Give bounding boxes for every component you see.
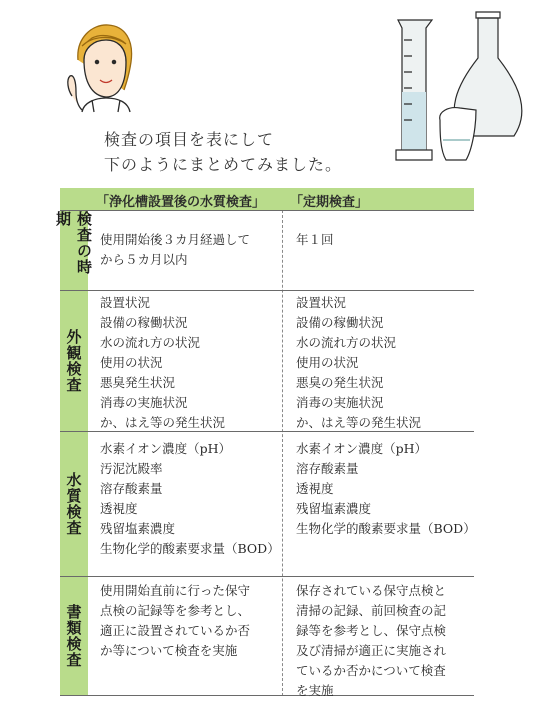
- cell-line: 透視度: [296, 481, 334, 496]
- cell-line: 透視度: [100, 501, 138, 516]
- cell-line: 溶存酸素量: [296, 461, 359, 476]
- cell-line: 汚泥沈殿率: [100, 461, 163, 476]
- cell-line: 適正に設置されているか否: [100, 623, 251, 638]
- cell-line: か、はえ等の発生状況: [100, 415, 226, 430]
- cell-line: 録等を参考とし、保守点検: [296, 623, 447, 638]
- inspection-table: [54, 188, 476, 698]
- intro-line: 下のようにまとめてみました。: [104, 155, 343, 174]
- cell-line: から５カ月以内: [100, 252, 188, 267]
- row-label-text: 外観検査: [64, 329, 83, 393]
- cell-line: 生物化学的酸素要求量（BOD）: [100, 541, 280, 556]
- cell-line: 及び清掃が適正に実施され: [296, 643, 447, 658]
- cell-timing-periodic: [296, 230, 334, 250]
- cell-line: 水の流れ方の状況: [296, 335, 397, 350]
- cell-documents-periodic: [296, 581, 446, 701]
- cell-timing-water-quality: [100, 230, 250, 270]
- cell-line: 使用開始後３カ月経過して: [100, 232, 251, 247]
- column-divider: [282, 210, 283, 696]
- col-header-water-quality: 「浄化槽設置後の水質検査」: [96, 195, 266, 210]
- cell-line: 溶存酸素量: [100, 481, 163, 496]
- cell-line: 使用の状況: [296, 355, 359, 370]
- woman-illustration: [68, 25, 132, 112]
- col-header-periodic: 「定期検査」: [290, 195, 369, 210]
- cell-documents-water-quality: [100, 581, 250, 661]
- cell-water-quality-periodic: [296, 439, 476, 539]
- cell-line: ているか否かについて検査: [296, 663, 446, 678]
- cell-line: 使用開始直前に行った保守: [100, 583, 251, 598]
- row-label-appearance: [60, 291, 88, 431]
- cell-line: 水素イオン濃度（pH）: [296, 441, 428, 456]
- cell-appearance-water-quality: [100, 293, 225, 433]
- cell-line: 悪臭発生状況: [100, 375, 176, 390]
- cell-line: 水素イオン濃度（pH）: [100, 441, 232, 456]
- row-divider: [60, 290, 474, 291]
- cell-line: 清掃の記録、前回検査の記: [296, 603, 447, 618]
- cell-line: を実施: [296, 683, 334, 698]
- cell-line: 水の流れ方の状況: [100, 335, 201, 350]
- cell-line: 悪臭の発生状況: [296, 375, 384, 390]
- cell-line: 点検の記録等を参考とし、: [100, 603, 251, 618]
- cell-line: 保存されている保守点検と: [296, 583, 447, 598]
- row-label-text: 水質検査: [64, 472, 83, 536]
- lab-glassware-illustration: [396, 12, 522, 160]
- cell-line: 残留塩素濃度: [100, 521, 176, 536]
- intro-line: 検査の項目を表にして: [104, 130, 275, 149]
- row-label-text: 書類検査: [64, 604, 83, 668]
- row-label-water-quality: [60, 432, 88, 576]
- row-label-timing: [54, 211, 93, 290]
- cell-line: 残留塩素濃度: [296, 501, 372, 516]
- intro-text: [104, 127, 342, 177]
- cell-water-quality-water-quality: [100, 439, 280, 559]
- row-divider: [60, 576, 474, 577]
- col-header-corner: [60, 188, 88, 210]
- cell-line: か等について検査を実施: [100, 643, 238, 658]
- cell-line: 設備の稼働状況: [100, 315, 188, 330]
- cell-line: 消毒の実施状況: [296, 395, 384, 410]
- row-label-documents: [60, 577, 88, 695]
- cell-line: 生物化学的酸素要求量（BOD）: [296, 521, 476, 536]
- cell-appearance-periodic: [296, 293, 421, 433]
- cell-line: 消毒の実施状況: [100, 395, 188, 410]
- cell-line: 設置状況: [100, 295, 151, 310]
- cell-line: 設備の稼働状況: [296, 315, 384, 330]
- cell-line: 年１回: [296, 232, 334, 247]
- cell-line: か、はえ等の発生状況: [296, 415, 422, 430]
- row-label-text: 検査の時期: [54, 211, 93, 275]
- row-divider: [60, 210, 474, 211]
- cell-line: 設置状況: [296, 295, 347, 310]
- cell-line: 使用の状況: [100, 355, 163, 370]
